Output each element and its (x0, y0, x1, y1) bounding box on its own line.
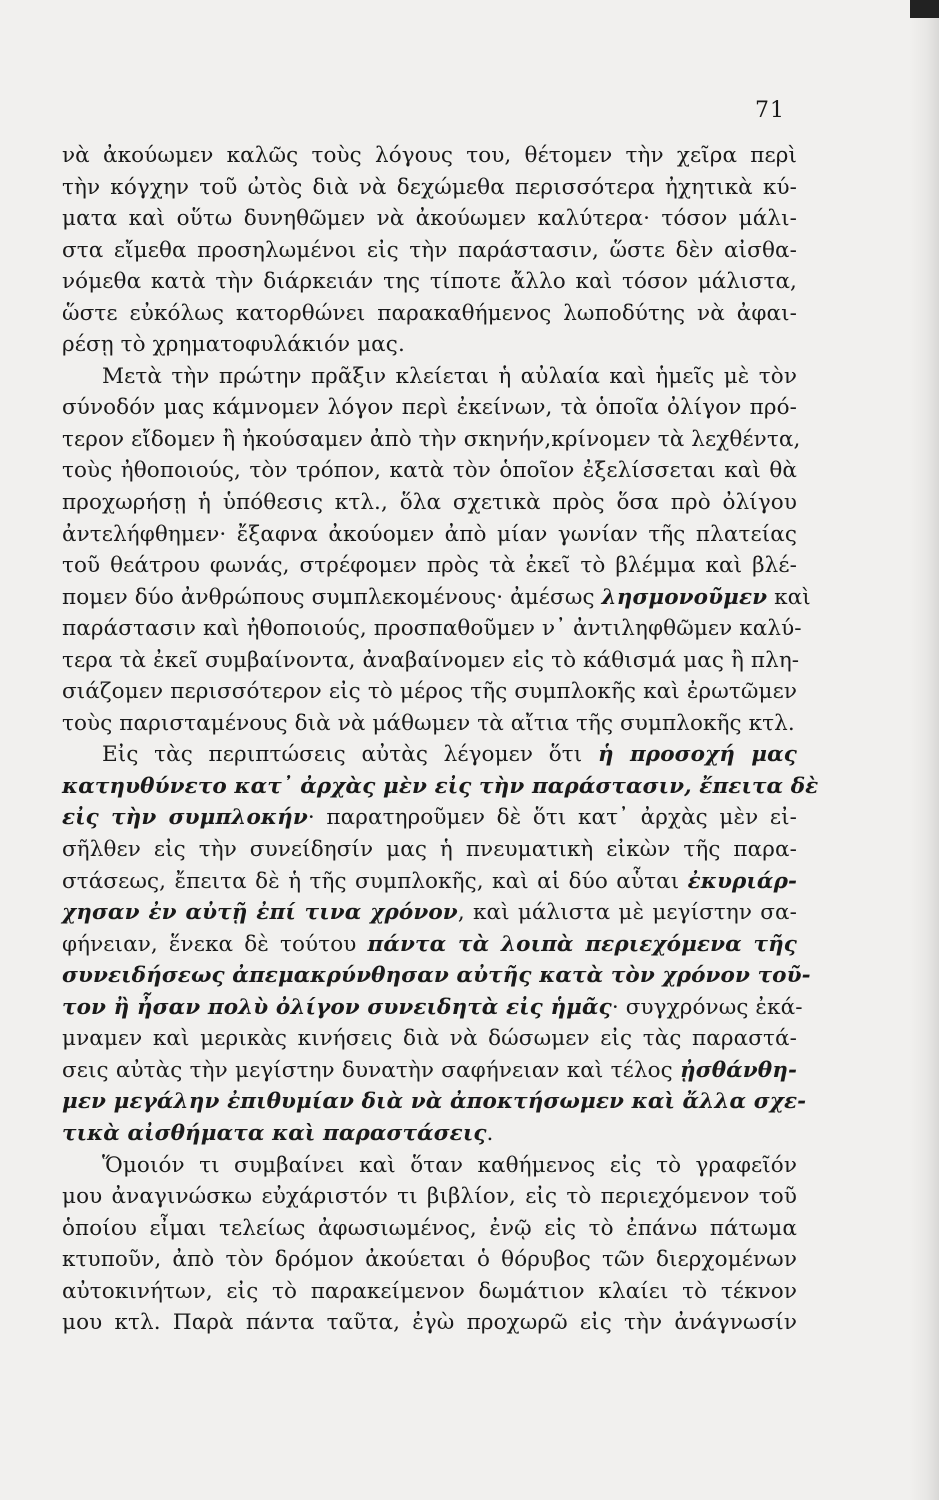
text-line (62, 550, 797, 582)
scan-corner-mark (910, 0, 939, 18)
text-run: . (486, 1120, 494, 1146)
text-run: σύνοδόν μας κάμνομεν λόγον περὶ ἐκείνων, τὰ ὁποῖα ὀλίγον πρό- (62, 395, 797, 421)
text-line (62, 1055, 797, 1087)
text-line (62, 992, 803, 1024)
emphasized-text: μεν μεγάλην ἐπιθυμίαν διὰ νὰ ἀποκτήσωμεν καὶ ἄλλα σχε- (62, 1089, 807, 1115)
text-line (62, 1118, 797, 1150)
text-line (62, 424, 801, 456)
text-run: τερον εἴδομεν ἢ ἠκούσαμεν ἀπὸ τὴν σκηνήν,κρίνομεν τὰ λεχθέντα, (62, 426, 801, 452)
text-line (62, 361, 797, 393)
text-line (62, 1086, 807, 1118)
emphasized-text: πάντα τὰ λοιπὰ περιεχόμενα τῆς (367, 931, 797, 957)
text-run: στάσεως, ἔπειτα δὲ ἡ τῆς συμπλοκῆς, καὶ αἱ δύο αὗται (62, 868, 688, 894)
emphasized-text: τικὰ αἰσθήματα καὶ παραστάσεις (62, 1120, 487, 1146)
page-edge-shadow (909, 0, 939, 1500)
text-line (62, 172, 797, 204)
text-run: πομεν δύο ἀνθρώπους συμπλεκομένους· ἀμέσως (62, 584, 602, 610)
text-line (62, 802, 797, 834)
text-run: σεις αὐτὰς τὴν μεγίστην δυνατὴν σαφήνειαν καὶ τέλος (62, 1057, 681, 1083)
text-line (62, 1181, 797, 1213)
text-line (62, 866, 797, 898)
emphasized-text: ἐκυριάρ- (687, 868, 797, 894)
text-line (62, 645, 800, 677)
text-line (62, 960, 811, 992)
text-run: σῆλθεν εἰς τὴν συνείδησίν μας ἡ πνευματικὴ εἰκὼν τῆς παρα- (62, 837, 797, 863)
text-line (62, 1213, 797, 1245)
text-line (62, 140, 797, 172)
emphasized-text: χησαν ἐν αὐτῇ ἐπί τινα χρόνον (62, 900, 458, 926)
text-line (62, 455, 797, 487)
text-run: κτυποῦν, ἀπὸ τὸν δρόμον ἀκούεται ὁ θόρυβος τῶν διερχομένων (62, 1247, 797, 1273)
text-run: ὥστε εὐκόλως κατορθώνει παρακαθήμενος λωποδύτης νὰ ἀφαι- (62, 300, 797, 326)
text-line (62, 392, 797, 424)
text-line (62, 897, 797, 929)
emphasized-text: κατηυθύνετο κατ᾽ ἀρχὰς μὲν εἰς τὴν παράστασιν, ἔπειτα δὲ (62, 773, 819, 799)
text-run: · συγχρόνως ἐκά- (611, 994, 803, 1020)
emphasized-text: ᾐσθάνθη- (680, 1057, 797, 1083)
text-line (62, 708, 797, 740)
text-run: , καὶ μάλιστα μὲ μεγίστην σα- (457, 900, 797, 926)
text-run: Ὅμοιόν τι συμβαίνει καὶ ὅταν καθήμενος εἰς τὸ γραφεῖόν (102, 1152, 797, 1178)
text-run: μου ἀναγινώσκω εὐχάριστόν τι βιβλίον, εἰς τὸ περιεχόμενον τοῦ (62, 1184, 797, 1210)
text-run: σιάζομεν περισσότερον εἰς τὸ μέρος τῆς συμπλοκῆς καὶ ἐρωτῶμεν (62, 679, 797, 705)
emphasized-text: ἡ προσοχή μας (597, 742, 797, 768)
text-run: ὁποίου εἶμαι τελείως ἀφωσιωμένος, ἐνῷ εἰς τὸ ἐπάνω πάτωμα (62, 1215, 797, 1241)
text-line (62, 582, 811, 614)
text-run: Μετὰ τὴν πρώτην πρᾶξιν κλείεται ἡ αὐλαία καὶ ἡμεῖς μὲ τὸν (102, 363, 797, 389)
text-run: καὶ (767, 584, 811, 610)
emphasized-text: εἰς τὴν συμπλοκήν (62, 805, 308, 831)
text-line (62, 1307, 797, 1339)
text-line (62, 929, 797, 961)
text-line (62, 487, 797, 519)
text-run: αὐτοκινήτων, εἰς τὸ παρακείμενον δωμάτιον κλαίει τὸ τέκνον (62, 1278, 797, 1304)
text-line (62, 203, 797, 235)
paragraph (62, 140, 797, 361)
emphasized-text: συνειδήσεως ἀπεμακρύνθησαν αὐτῆς κατὰ τὸν χρόνον τοῦ- (62, 963, 811, 989)
text-run: τοὺς παρισταμένους διὰ νὰ μάθωμεν τὰ αἴτια τῆς συμπλοκῆς κτλ. (62, 710, 795, 736)
text-run: ματα καὶ οὕτω δυνηθῶμεν νὰ ἀκούωμεν καλύτερα· τόσον μάλι- (62, 206, 797, 232)
text-run: Εἰς τὰς περιπτώσεις αὐτὰς λέγομεν ὅτι (102, 742, 598, 768)
text-run: προχωρήσῃ ἡ ὑπόθεσις κτλ., ὅλα σχετικὰ πρὸς ὅσα πρὸ ὀλίγου (62, 490, 797, 516)
text-run: παράστασιν καὶ ἠθοποιούς, προσπαθοῦμεν ν᾽ ἀντιληφθῶμεν καλύ- (62, 616, 802, 642)
text-run: τοὺς ἠθοποιούς, τὸν τρόπον, κατὰ τὸν ὁποῖον ἐξελίσσεται καὶ θὰ (62, 458, 797, 484)
paragraph (62, 361, 811, 740)
text-line (62, 235, 797, 267)
text-run: στα εἴμεθα προσηλωμένοι εἰς τὴν παράστασιν, ὥστε δὲν αἰσθα- (62, 237, 797, 263)
text-line (62, 266, 797, 298)
page-number: 71 (755, 98, 785, 123)
text-line (62, 1276, 797, 1308)
text-line (62, 834, 797, 866)
text-line (62, 676, 797, 708)
text-line (62, 1150, 797, 1182)
text-run: τὴν κόγχην τοῦ ὠτὸς διὰ νὰ δεχώμεθα περισσότερα ἠχητικὰ κύ- (62, 174, 797, 200)
text-line (62, 1244, 797, 1276)
text-line (62, 771, 819, 803)
text-run: ἀντελήφθημεν· ἔξαφνα ἀκούομεν ἀπὸ μίαν γωνίαν τῆς πλατείας (62, 521, 797, 547)
text-run: · παρατηροῦμεν δὲ ὅτι κατ᾽ ἀρχὰς μὲν εἰ- (307, 805, 797, 831)
text-line (62, 613, 802, 645)
text-run: τοῦ θεάτρου φωνάς, στρέφομεν πρὸς τὰ ἐκεῖ τὸ βλέμμα καὶ βλέ- (62, 553, 797, 579)
paragraph (62, 1150, 797, 1339)
text-run: ρέσῃ τὸ χρηματοφυλάκιόν μας. (62, 332, 405, 358)
paragraph (62, 739, 819, 1149)
emphasized-text: λησμονοῦμεν (601, 584, 768, 610)
emphasized-text: τον ἢ ἦσαν πολὺ ὀλίγον συνειδητὰ εἰς ἡμᾶς (62, 994, 612, 1020)
text-run: νὰ ἀκούωμεν καλῶς τοὺς λόγους του, θέτομεν τὴν χεῖρα περὶ (62, 143, 797, 168)
text-line (62, 739, 797, 771)
body-text (62, 140, 819, 1339)
text-run: νόμεθα κατὰ τὴν διάρκειάν της τίποτε ἄλλο καὶ τόσον μάλιστα, (62, 269, 797, 295)
text-run: μου κτλ. Παρὰ πάντα ταῦτα, ἐγὼ προχωρῶ εἰς τὴν ἀνάγνωσίν (62, 1310, 797, 1336)
text-line (62, 329, 797, 361)
text-line (62, 298, 797, 330)
text-line (62, 1023, 797, 1055)
text-line (62, 519, 797, 551)
text-run: τερα τὰ ἐκεῖ συμβαίνοντα, ἀναβαίνομεν εἰς τὸ κάθισμά μας ἢ πλη- (62, 647, 800, 673)
text-run: φήνειαν, ἕνεκα δὲ τούτου (62, 931, 368, 957)
text-run: μναμεν καὶ μερικὰς κινήσεις διὰ νὰ δώσωμεν εἰς τὰς παραστά- (62, 1026, 797, 1052)
